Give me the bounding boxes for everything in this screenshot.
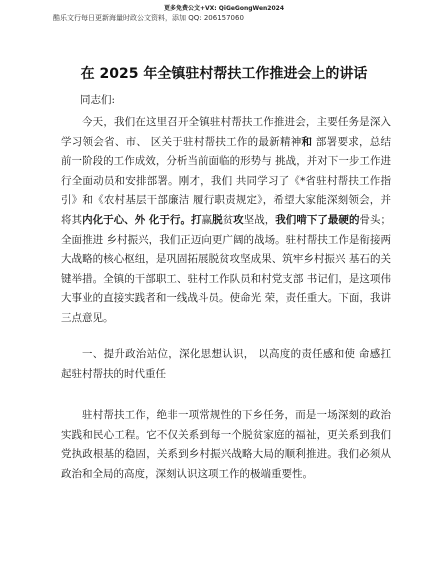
header-promo-line: 更多免费公文+VX: QiGeGongWen2024 xyxy=(164,5,284,12)
salutation: 同志们: xyxy=(80,94,116,106)
paragraph-section-one: 驻村帮扶工作，绝非一项常规性的下乡任务，而是一场深刻的政治实践和民心工程。它不仅关系到每一个脱贫家庭的福祉，更关系到我们党执政根基的稳固，关系到乡村振兴战略大局的顺利推进。我们必须从政治和全局的高度，深刻认识这项工作的极端重要性。 xyxy=(61,409,391,480)
bold-text: 脱 xyxy=(212,213,223,226)
bold-text: 我们啃下了最硬的 xyxy=(275,213,360,226)
paragraph-text: 今天，我们在这里召开全镇驻村帮扶工作推进会，主要任务是深入学习领会省、市、 区关于驻村帮扶工作的最新精神 xyxy=(61,116,391,148)
paragraph-text: 坚战， xyxy=(243,213,276,226)
paragraph-text: 赢 xyxy=(201,213,213,226)
section-heading-one: 一、提升政治站位，深化思想认识， 以高度的责任感和使 命感扛起驻村帮扶的时代重任 xyxy=(61,348,391,380)
paragraph-text: 骨头；全面推进 乡村振兴，我们正迈向更广阔的战场。驻村帮扶工作是衔接两 大战略的核心枢纽，是巩固拓展脱贫攻坚成果、筑牢乡村振兴 基石的关键举措。全镇的干部职工、驻村工作队员和村党支部 书记们，是这项伟大事业的直接实践者和一线战斗员。使命光 荣，责任重大。下面，我讲三点意见。 xyxy=(61,213,392,324)
bold-text: 攻 xyxy=(233,213,244,226)
bold-text: 内化于心、外 化于行。打 xyxy=(82,213,202,226)
paragraph-opening xyxy=(61,113,391,329)
paragraph-text: 部署要求，总结前一阶段的工作成效，分析当前面临的形势与 挑战，并对下一步工作进行全面动员和安排部署。刚才，我们 共同学习了《*省驻村帮扶工作指引》和《农村基层干部廉洁 履行职责规定》，希望大家能深刻领会，并将其 xyxy=(61,135,392,226)
document-title: 在 2025 年全镇驻村帮扶工作推进会上的讲话 xyxy=(80,66,368,82)
paragraph-text: 贫 xyxy=(222,213,234,226)
header-sub-line: 酷乐文行每日更新海量时政公文资料，添加 QQ: 206157060 xyxy=(53,14,244,22)
bold-text: 和 xyxy=(301,135,313,148)
